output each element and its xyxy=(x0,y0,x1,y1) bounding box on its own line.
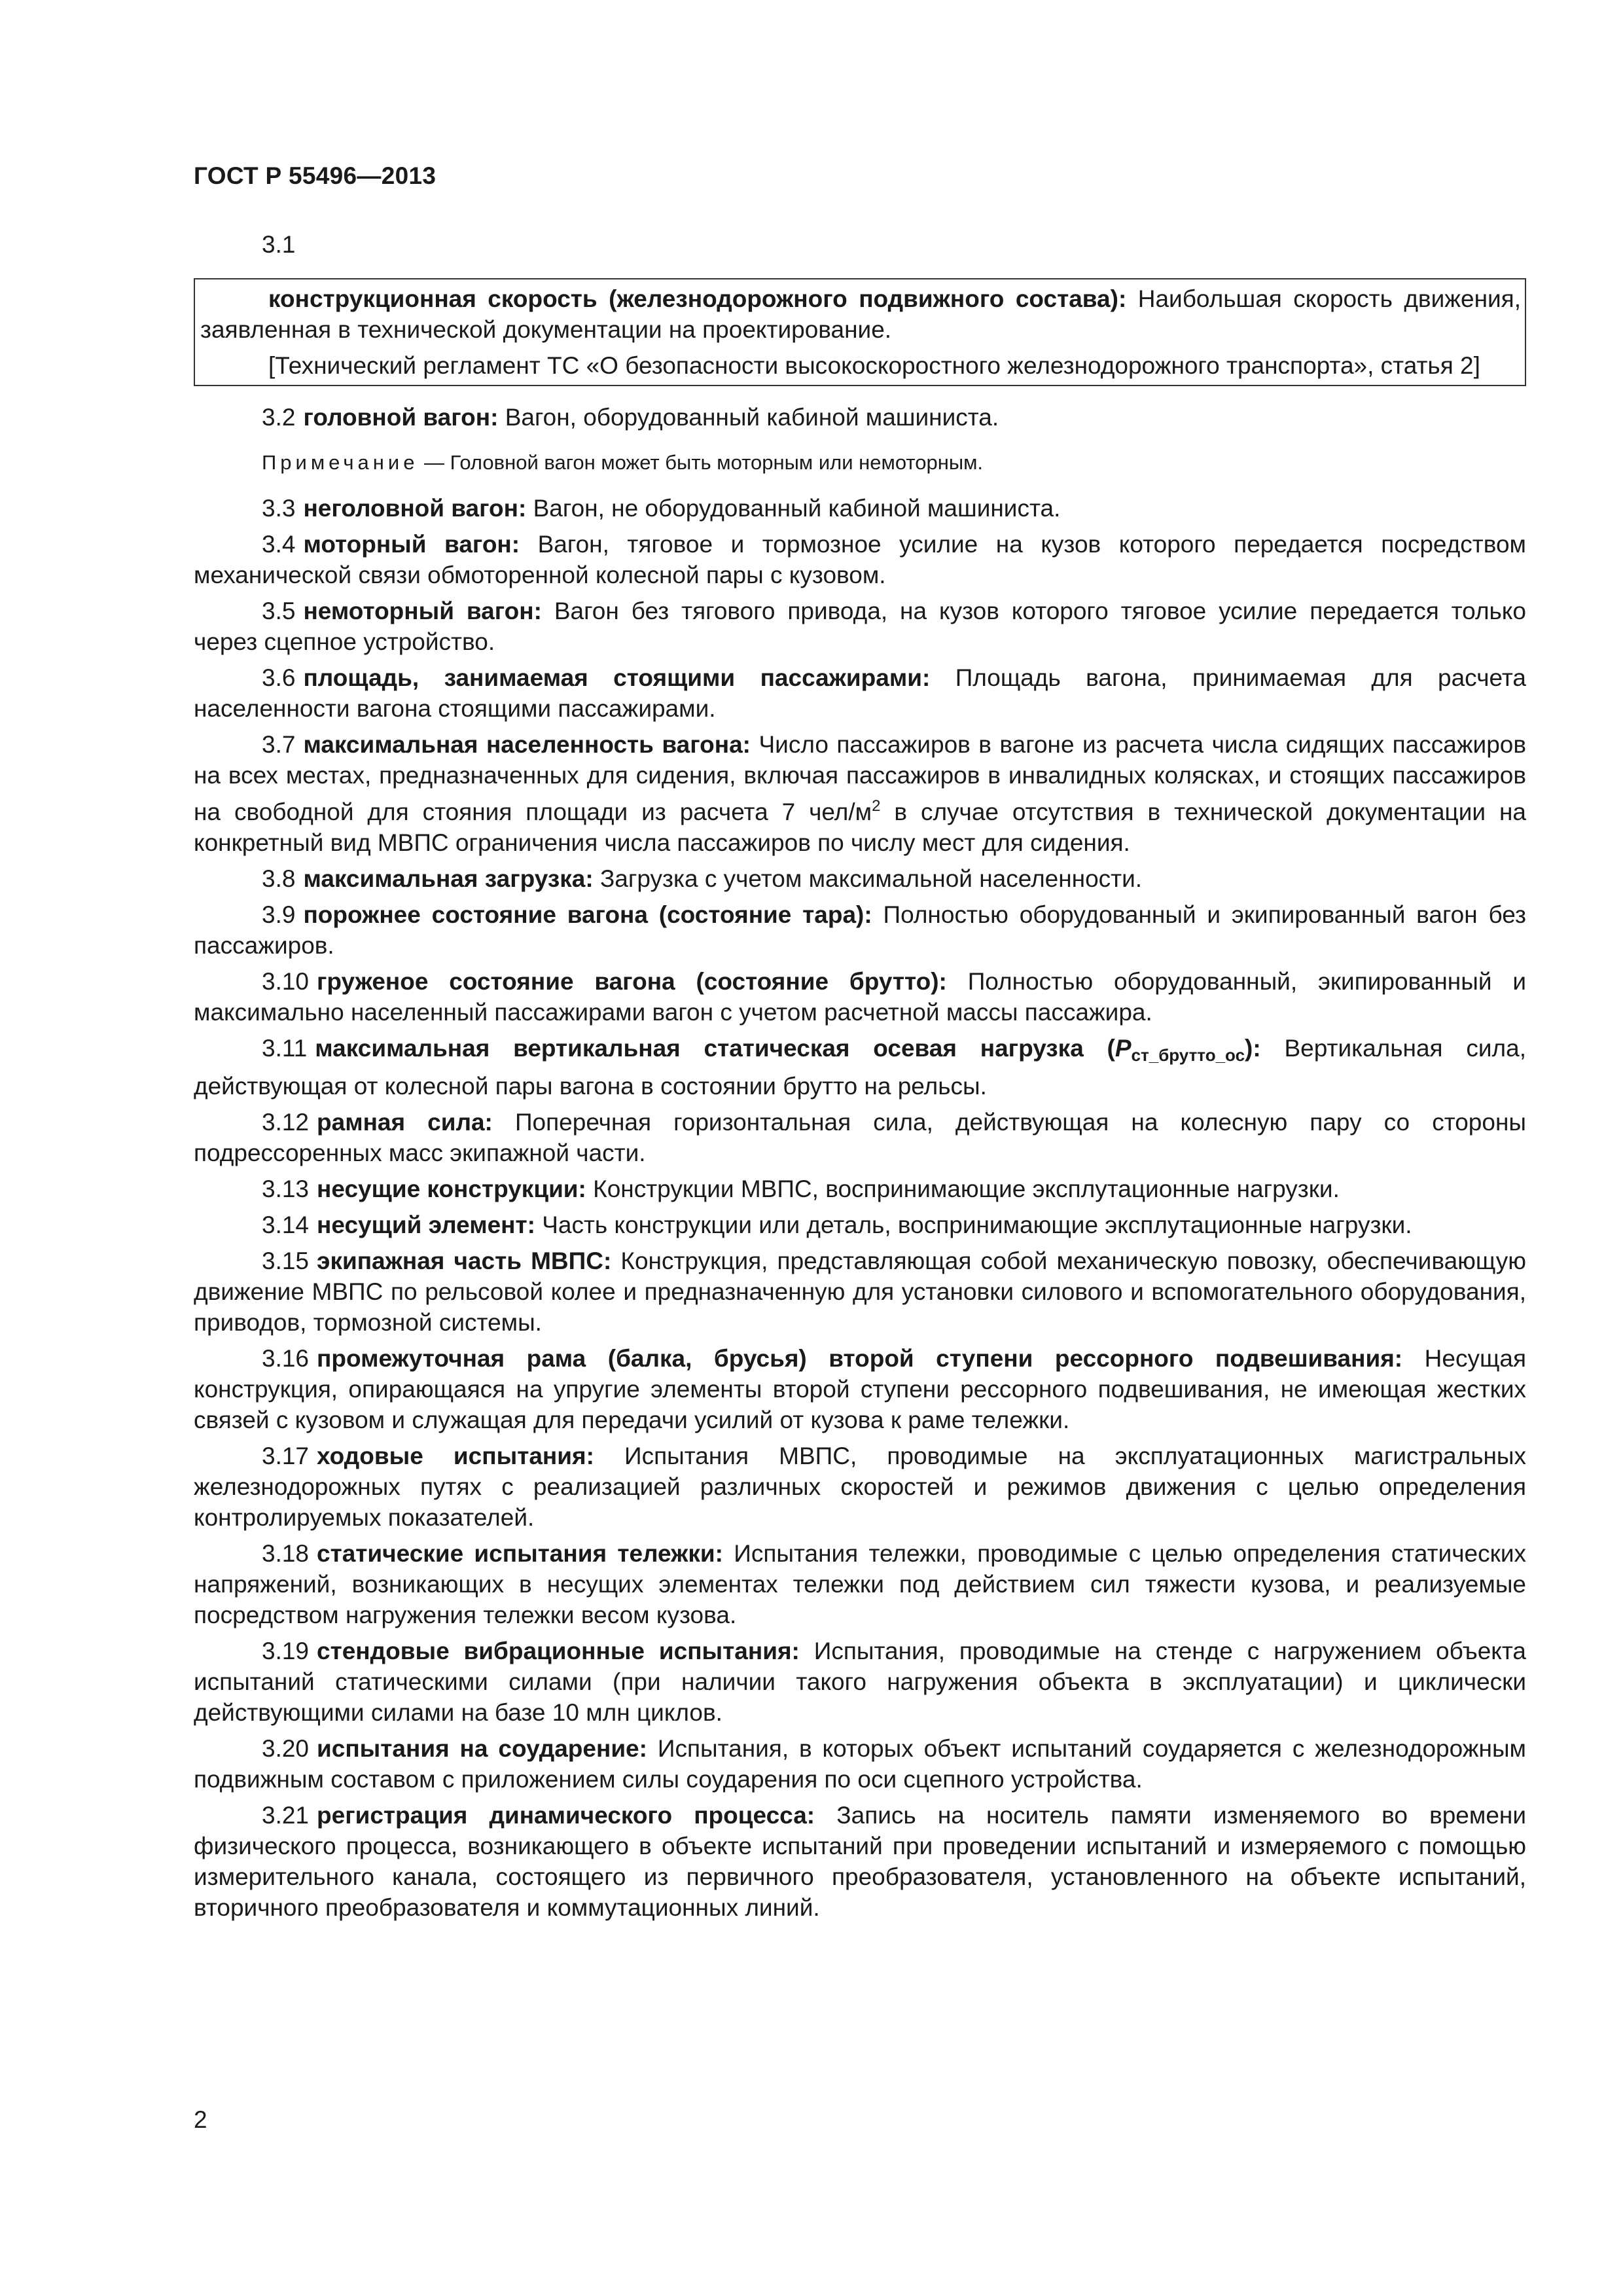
section-3-1-number: 3.1 xyxy=(262,231,296,258)
section-number: 3.11 xyxy=(262,1035,308,1062)
section-number: 3.10 xyxy=(262,968,310,995)
text-3-17: Испытания МВПС, проводимые на эксплуатационных магистральных железнодорожных путях с реализацией различных скоростей и режимов движения с целью определения контролируемых показателей. xyxy=(194,1443,1526,1531)
section-3-20 xyxy=(194,1733,1526,1795)
text-3-8: Загрузка с учетом максимальной населенности. xyxy=(593,865,1143,892)
section-number: 3.2 xyxy=(262,404,296,431)
section-3-5 xyxy=(194,596,1526,657)
section-number: 3.7 xyxy=(262,731,296,758)
text-3-12: Поперечная горизонтальная сила, действующая на колесную пару со стороны подрессоренных масс экипажной части. xyxy=(194,1109,1526,1166)
section-3-17 xyxy=(194,1441,1526,1533)
term-3-5: немоторный вагон: xyxy=(303,598,542,624)
text-3-7-after: в случае отсутствия в технической документации на конкретный вид МВПС ограничения числа пассажиров по числу мест для сидения. xyxy=(194,798,1526,856)
note-text: — Головной вагон может быть моторным или немоторным. xyxy=(418,451,984,474)
text-3-3: Вагон, не оборудованный кабиной машиниста. xyxy=(526,495,1061,522)
term-3-20: испытания на соударение: xyxy=(317,1735,647,1762)
section-3-12 xyxy=(194,1107,1526,1168)
term-3-2: головной вагон: xyxy=(303,404,499,431)
note-3-2 xyxy=(194,450,1526,476)
section-number: 3.3 xyxy=(262,495,296,522)
text-3-14: Часть конструкции или деталь, воспринимающие эксплутационные нагрузки. xyxy=(535,1211,1412,1238)
section-3-7 xyxy=(194,729,1526,858)
section-number: 3.6 xyxy=(262,664,296,691)
term-3-16: промежуточная рама (балка, брусья) второй ступени рессорного подвешивания: xyxy=(317,1345,1403,1372)
document-header: ГОСТ Р 55496—2013 xyxy=(194,162,437,189)
term-3-3: неголовной вагон: xyxy=(303,495,527,522)
section-3-8 xyxy=(194,863,1526,894)
term-3-11-end: ): xyxy=(1245,1035,1261,1062)
section-3-16 xyxy=(194,1343,1526,1435)
section-3-4 xyxy=(194,529,1526,590)
text-3-11: Вертикальная сила, действующая от колесной пары вагона в состоянии брутто на рельсы. xyxy=(194,1035,1526,1100)
section-number: 3.16 xyxy=(262,1345,310,1372)
term-3-1: конструкционная скорость (железнодорожного подвижного состава): xyxy=(268,285,1127,312)
section-number: 3.21 xyxy=(262,1802,310,1829)
text-3-18: Испытания тележки, проводимые с целью определения статических напряжений, возникающих в несущих элементах тележки под действием сил тяжести кузова, и реализуемые посредством нагружения тележки весом кузова. xyxy=(194,1540,1526,1628)
symbol-p-letter: P xyxy=(1115,1035,1132,1062)
term-3-17: ходовые испытания: xyxy=(317,1443,594,1469)
text-3-20: Испытания, в которых объект испытаний соударяется с железнодорожным подвижным составом с приложением силы соударения по оси сцепного устройства. xyxy=(194,1735,1526,1793)
text-3-5: Вагон без тягового привода, на кузов которого тяговое усилие передается только через сцепное устройство. xyxy=(194,598,1526,655)
term-3-12: рамная сила: xyxy=(317,1109,493,1136)
section-3-19 xyxy=(194,1636,1526,1728)
text-3-4: Вагон, тяговое и тормозное усилие на кузов которого передается посредством механической связи обмоторенной колесной пары с кузовом. xyxy=(194,531,1526,588)
subscript-axle-load: ст_брутто_ос xyxy=(1131,1045,1245,1065)
section-number: 3.12 xyxy=(262,1109,310,1136)
definition-box-3-1 xyxy=(194,278,1526,386)
text-3-13: Конструкции МВПС, воспринимающие эксплутационные нагрузки. xyxy=(586,1175,1340,1202)
section-number: 3.19 xyxy=(262,1638,310,1664)
term-3-15: экипажная часть МВПС: xyxy=(317,1247,612,1274)
term-3-13: несущие конструкции: xyxy=(317,1175,586,1202)
section-number: 3.20 xyxy=(262,1735,310,1762)
term-3-21: регистрация динамического процесса: xyxy=(317,1802,815,1829)
section-3-2 xyxy=(194,402,1526,433)
section-3-21 xyxy=(194,1800,1526,1923)
section-number: 3.4 xyxy=(262,531,296,558)
term-3-8: максимальная загрузка: xyxy=(303,865,594,892)
term-3-18: статические испытания тележки: xyxy=(317,1540,723,1567)
section-number: 3.15 xyxy=(262,1247,310,1274)
text-3-21: Запись на носитель памяти изменяемого во времени физического процесса, возникающего в объекте испытаний при проведении испытаний и измеряемого с помощью измерительного канала, состоящего из первичного преобразователя, установленного на объекте испытаний, вторичного преобразователя и коммутационных линий. xyxy=(194,1802,1526,1921)
text-3-15: Конструкция, представляющая собой механическую повозку, обеспечивающую движение МВПС по рельсовой колее и предназначенную для установки силового и вспомогательного оборудования, приводов, тормозной системы. xyxy=(194,1247,1527,1336)
definition-3-1-source: [Технический регламент ТС «О безопасности высокоскоростного железнодорожного транспорта», статья 2] xyxy=(268,352,1480,379)
term-3-9: порожнее состояние вагона (состояние тара): xyxy=(303,901,872,928)
section-3-14 xyxy=(194,1210,1526,1240)
page-number: 2 xyxy=(194,2106,207,2133)
text-3-9: Полностью оборудованный и экипированный вагон без пассажиров. xyxy=(194,901,1526,959)
section-3-10 xyxy=(194,966,1526,1028)
term-3-6: площадь, занимаемая стоящими пассажирами: xyxy=(303,664,931,691)
term-3-11: максимальная вертикальная статическая осевая нагрузка ( xyxy=(315,1035,1115,1062)
definition-3-1-text: Наибольшая скорость движения, заявленная в технической документации на проектирование. xyxy=(200,285,1521,343)
section-3-3 xyxy=(194,493,1526,524)
text-3-19: Испытания, проводимые на стенде с нагружением объекта испытаний статическими силами (при наличии такого нагружения объекта в эксплуатации) и циклически действующими силами на базе 10 млн циклов. xyxy=(194,1638,1526,1726)
superscript-2: 2 xyxy=(872,797,881,815)
section-3-18 xyxy=(194,1538,1526,1630)
text-3-10: Полностью оборудованный, экипированный и максимально населенный пассажирами вагон с учетом расчетной массы пассажира. xyxy=(194,968,1526,1026)
section-3-11 xyxy=(194,1033,1526,1102)
note-label: Примечание xyxy=(262,451,419,474)
text-3-16: Несущая конструкция, опирающаяся на упругие элементы второй ступени рессорного подвешивания, не имеющая жестких связей с кузовом и служащая для передачи усилий от кузова к раме тележки. xyxy=(194,1345,1526,1433)
section-number: 3.5 xyxy=(262,598,296,624)
section-3-6 xyxy=(194,662,1526,724)
term-3-19: стендовые вибрационные испытания: xyxy=(317,1638,800,1664)
section-3-13 xyxy=(194,1174,1526,1204)
term-3-7: максимальная населенность вагона: xyxy=(303,731,751,758)
definition-3-1 xyxy=(200,283,1521,345)
term-3-10: груженое состояние вагона (состояние брутто): xyxy=(317,968,947,995)
section-number: 3.9 xyxy=(262,901,296,928)
text-3-2: Вагон, оборудованный кабиной машиниста. xyxy=(498,404,999,431)
text-3-7-before: Число пассажиров в вагоне из расчета числа сидящих пассажиров на всех местах, предназначенных для сидения, включая пассажиров в инвалидных колясках, и стоящих пассажиров на свободной для стояния площади из расчета 7 чел/м xyxy=(194,731,1527,825)
section-3-15 xyxy=(194,1246,1526,1338)
term-3-4: моторный вагон: xyxy=(303,531,520,558)
section-number: 3.18 xyxy=(262,1540,310,1567)
section-3-9 xyxy=(194,899,1526,961)
section-number: 3.14 xyxy=(262,1211,310,1238)
document-body xyxy=(194,229,1526,1923)
section-number: 3.17 xyxy=(262,1443,310,1469)
text-3-6: Площадь вагона, принимаемая для расчета населенности вагона стоящими пассажирами. xyxy=(194,664,1526,722)
section-number: 3.13 xyxy=(262,1175,310,1202)
section-number: 3.8 xyxy=(262,865,296,892)
term-3-14: несущий элемент: xyxy=(317,1211,535,1238)
symbol-p xyxy=(1115,1035,1132,1062)
